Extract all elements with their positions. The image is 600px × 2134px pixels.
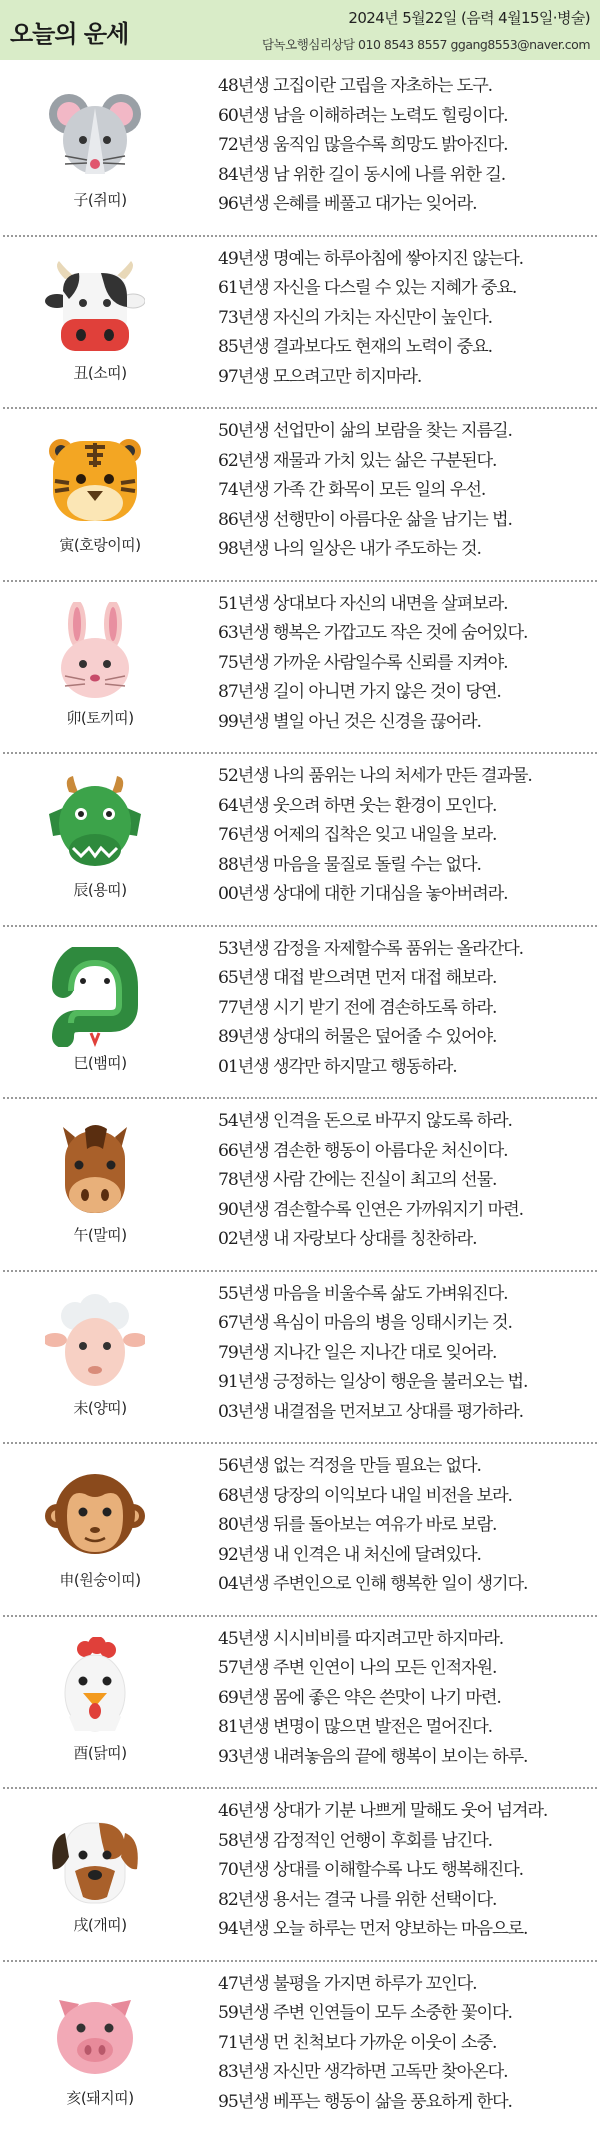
fortune-line: 55년생 마음을 비울수록 삶도 가벼워진다.: [218, 1283, 508, 1304]
fortune-line: 62년생 재물과 가치 있는 삶은 구분된다.: [218, 450, 497, 471]
fortune-line: 58년생 감정적인 언행이 후회를 남긴다.: [218, 1830, 493, 1851]
sign-label: 申(원숭이띠): [59, 1571, 141, 1589]
fortune-lines: [218, 1970, 600, 2118]
fortune-line: 93년생 내려놓음의 끝에 행복이 보이는 하루.: [218, 1746, 528, 1767]
fortune-line: 89년생 상대의 허물은 덮어줄 수 있어야.: [218, 1027, 497, 1047]
fortune-line: 73년생 자신의 가치는 자신만이 높인다.: [218, 307, 493, 328]
sign-row-sheep: [0, 1270, 600, 1443]
fortune-lines: [218, 1280, 600, 1428]
fortune-line: 71년생 먼 친척보다 가까운 이웃이 소중.: [218, 2032, 497, 2053]
fortune-line: 85년생 결과보다도 현재의 노력이 중요.: [218, 337, 493, 357]
sign-row-dog: [0, 1787, 600, 1960]
fortune-line: 84년생 남 위한 길이 동시에 나를 위한 길.: [218, 164, 506, 185]
fortune-line: 75년생 가까운 사람일수록 신뢰를 지켜야.: [218, 652, 508, 673]
sign-label: 丑(소띠): [73, 363, 127, 382]
sign-row-dragon: [0, 752, 600, 925]
fortune-lines: [218, 1107, 600, 1255]
fortune-lines: [218, 1797, 600, 1945]
fortune-line: 00년생 상대에 대한 기대심을 놓아버려라.: [218, 884, 508, 904]
fortune-line: 99년생 별일 아닌 것은 신경을 끊어라.: [218, 711, 481, 732]
sign-row-rat: [0, 62, 600, 235]
fortune-line: 81년생 변명이 많으면 발전은 멀어진다.: [218, 1717, 493, 1737]
fortune-line: 03년생 내결점을 먼저보고 상대를 평가하라.: [218, 1401, 524, 1422]
fortune-line: 90년생 겸손할수록 인연은 가까워지기 마련.: [218, 1199, 524, 1220]
tiger-icon: [45, 429, 145, 529]
fortune-line: 83년생 자신만 생각하면 고독만 찾아온다.: [218, 2062, 508, 2082]
fortune-line: 77년생 시기 받기 전에 겸손하도록 하라.: [218, 997, 497, 1018]
sign-row-tiger: [0, 407, 600, 580]
fortune-line: 47년생 불평을 가지면 하루가 꼬인다.: [218, 1973, 477, 1994]
fortune-line: 59년생 주변 인연들이 모두 소중한 꽃이다.: [218, 2003, 512, 2023]
fortune-line: 50년생 선업만이 삶의 보람을 찾는 지름길.: [218, 421, 512, 441]
ox-icon: [45, 257, 145, 357]
sign-row-horse: [0, 1097, 600, 1270]
fortune-lines: [218, 417, 600, 565]
sign-label: 戌(개띠): [73, 1916, 127, 1934]
fortune-line: 82년생 용서는 결국 나를 위한 선택이다.: [218, 1889, 497, 1910]
sign-label: 亥(돼지띠): [66, 2088, 134, 2107]
sign-label: 子(쥐띠): [73, 191, 127, 209]
sign-label: 酉(닭띠): [73, 1743, 127, 1762]
fortune-line: 48년생 고집이란 고립을 자초하는 도구.: [218, 76, 493, 96]
fortune-line: 01년생 생각만 하지말고 행동하라.: [218, 1056, 457, 1077]
dog-icon: [45, 1809, 145, 1909]
sign-row-monkey: [0, 1442, 600, 1615]
fortune-line: 61년생 자신을 다스릴 수 있는 지혜가 중요.: [218, 278, 517, 298]
dragon-icon: [45, 774, 145, 874]
sign-row-pig: [0, 1960, 600, 2133]
sign-label: 卯(토끼띠): [66, 708, 134, 727]
fortune-line: 91년생 긍정하는 일상이 행운을 불러오는 법.: [218, 1372, 528, 1392]
fortune-line: 60년생 남을 이해하려는 노력도 힐링이다.: [218, 105, 508, 126]
fortune-line: 70년생 상대를 이해할수록 나도 행복해진다.: [218, 1860, 524, 1880]
fortune-line: 66년생 겸손한 행동이 아름다운 처신이다.: [218, 1140, 508, 1161]
sign-row-rooster: [0, 1615, 600, 1788]
sign-row-snake: [0, 925, 600, 1098]
fortune-line: 63년생 행복은 가깝고도 작은 것에 숨어있다.: [218, 623, 528, 643]
fortune-line: 86년생 선행만이 아름다운 삶을 남기는 법.: [218, 509, 512, 530]
fortune-line: 97년생 모으려고만 히지마라.: [218, 366, 422, 387]
horse-icon: [45, 1119, 145, 1219]
page-header: [0, 0, 600, 60]
fortune-line: 68년생 당장의 이익보다 내일 비전을 보라.: [218, 1485, 512, 1506]
fortune-lines: [218, 1452, 600, 1600]
fortune-line: 04년생 주변인으로 인해 행복한 일이 생기다.: [218, 1574, 528, 1594]
fortune-line: 88년생 마음을 물질로 돌릴 수는 없다.: [218, 854, 481, 875]
lunar-date: 2024년 5월22일 (음력 4월15일·병술): [348, 9, 590, 27]
sign-row-ox: [0, 235, 600, 408]
fortune-line: 52년생 나의 품위는 나의 처세가 만든 결과물.: [218, 766, 532, 786]
snake-icon: [45, 947, 145, 1047]
page-title: 오늘의 운세: [10, 20, 129, 48]
sign-label: 巳(뱀띠): [73, 1053, 127, 1072]
fortune-line: 69년생 몸에 좋은 약은 쓴맛이 나기 마련.: [218, 1687, 501, 1708]
sign-label: 辰(용띠): [73, 881, 127, 899]
rabbit-icon: [45, 602, 145, 702]
fortune-line: 67년생 욕심이 마음의 병을 잉태시키는 것.: [218, 1313, 512, 1333]
contact-info: 담녹오행심리상담 010 8543 8557 ggang8553@naver.com: [261, 37, 590, 52]
fortune-line: 96년생 은혜를 베풀고 대가는 잊어라.: [218, 194, 477, 214]
sign-label: 寅(호랑이띠): [59, 536, 141, 554]
fortune-line: 76년생 어제의 집착은 잊고 내일을 보라.: [218, 825, 497, 845]
fortune-line: 92년생 내 인격은 내 처신에 달려있다.: [218, 1544, 481, 1565]
horoscope-list: [0, 62, 600, 2132]
fortune-lines: [218, 72, 600, 220]
fortune-line: 80년생 뒤를 돌아보는 여유가 바로 보람.: [218, 1515, 497, 1535]
fortune-line: 45년생 시시비비를 따지려고만 하지마라.: [218, 1628, 504, 1649]
rooster-icon: [45, 1637, 145, 1737]
fortune-line: 74년생 가족 간 화목이 모든 일의 우선.: [218, 480, 486, 500]
fortune-line: 65년생 대접 받으려면 먼저 대접 해보라.: [218, 968, 497, 988]
fortune-line: 87년생 길이 아니면 가지 않은 것이 당연.: [218, 682, 501, 702]
fortune-line: 56년생 없는 걱정을 만들 필요는 없다.: [218, 1456, 481, 1476]
monkey-icon: [45, 1464, 145, 1564]
sheep-icon: [45, 1292, 145, 1392]
fortune-lines: [218, 935, 600, 1083]
fortune-lines: [218, 762, 600, 910]
fortune-line: 98년생 나의 일상은 내가 주도하는 것.: [218, 539, 481, 559]
fortune-line: 95년생 베푸는 행동이 삶을 풍요하게 한다.: [218, 2091, 512, 2112]
fortune-line: 57년생 주변 인연이 나의 모든 인적자원.: [218, 1658, 497, 1678]
fortune-line: 02년생 내 자랑보다 상대를 칭찬하라.: [218, 1229, 477, 1249]
fortune-line: 94년생 오늘 하루는 먼저 양보하는 마음으로.: [218, 1919, 528, 1939]
fortune-lines: [218, 245, 600, 393]
sign-label: 未(양띠): [73, 1398, 127, 1417]
fortune-line: 51년생 상대보다 자신의 내면을 살펴보라.: [218, 593, 508, 614]
fortune-line: 64년생 웃으려 하면 웃는 환경이 모인다.: [218, 795, 497, 816]
fortune-line: 78년생 사람 간에는 진실이 최고의 선물.: [218, 1170, 497, 1190]
fortune-line: 49년생 명예는 하루아침에 쌓아지진 않는다.: [218, 248, 524, 269]
fortune-line: 79년생 지나간 일은 지나간 대로 잊어라.: [218, 1342, 497, 1363]
fortune-line: 53년생 감정을 자제할수록 품위는 올라간다.: [218, 938, 524, 959]
pig-icon: [45, 1982, 145, 2082]
fortune-lines: [218, 1625, 600, 1773]
rat-icon: [45, 84, 145, 184]
fortune-line: 72년생 움직임 많을수록 희망도 밝아진다.: [218, 135, 508, 155]
sign-row-rabbit: [0, 580, 600, 753]
fortune-lines: [218, 590, 600, 738]
fortune-line: 46년생 상대가 기분 나쁘게 말해도 웃어 넘겨라.: [218, 1801, 548, 1821]
sign-label: 午(말띠): [73, 1226, 127, 1244]
fortune-line: 54년생 인격을 돈으로 바꾸지 않도록 하라.: [218, 1111, 512, 1131]
